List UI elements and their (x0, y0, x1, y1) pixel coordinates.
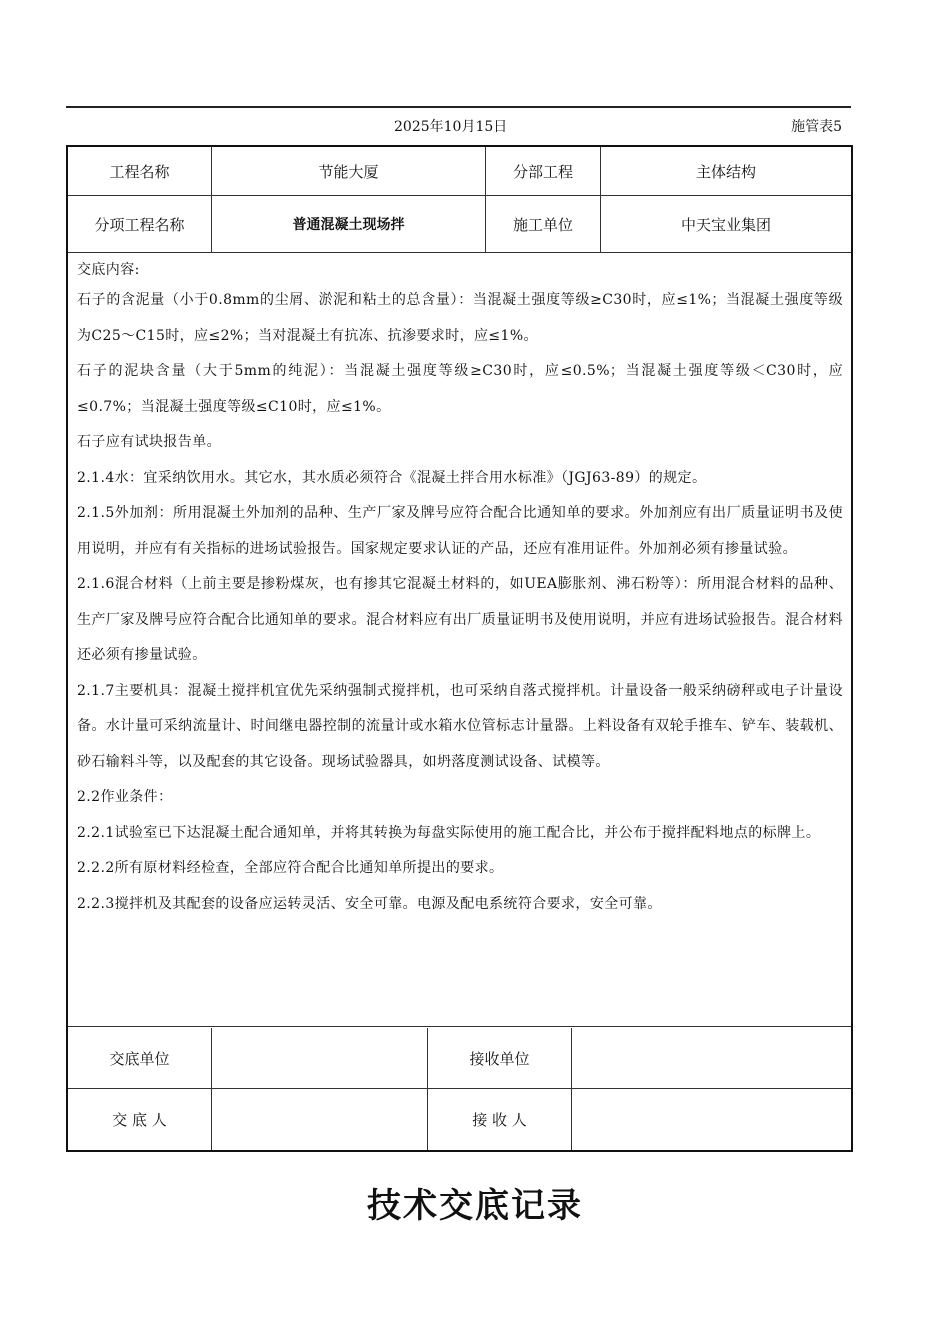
content-paragraph: 2.1.5外加剂：所用混凝土外加剂的品种、生产厂家及牌号应符合配合比通知单的要求。外加剂应有出厂质量证明书及使用说明，并应有有关指标的进场试验报告。国家规定要求认证的产品，还应有准用证件。外加剂必须有掺量试验。 (77, 505, 843, 557)
project-name-value: 节能大厦 (211, 147, 485, 195)
unit-signoff-row (68, 1028, 851, 1089)
content-paragraph: 2.2.3搅拌机及其配套的设备应运转灵活、安全可靠。电源及配电系统符合要求，安全可靠。 (77, 895, 662, 912)
content-paragraph: 2.1.6混合材料（上前主要是掺粉煤灰，也有掺其它混凝土材料的，如UEA膨胀剂、沸石粉等）：所用混合材料的品种、生产厂家及牌号应符合配合比通知单的要求。混合材料应有出厂质量证明书及使用说明，并应有进场试验报告。混合材料还必须有掺量试验。 (77, 576, 843, 663)
content-paragraph: 2.2.1试验室已下达混凝土配合通知单，并将其转换为每盘实际使用的施工配合比，并公布于搅拌配料地点的标牌上。 (77, 824, 821, 841)
content-paragraph: 2.1.4水：宜采纳饮用水。其它水，其水质必须符合《混凝土拌合用水标准》（JGJ63-89）的规定。 (77, 469, 707, 486)
receiver-unit-field[interactable] (571, 1028, 851, 1088)
issuer-person-field[interactable] (211, 1089, 427, 1150)
content-paragraph: 2.2作业条件： (77, 789, 173, 805)
project-name-label: 工程名称 (109, 162, 170, 181)
issuer-unit-label: 交底单位 (109, 1049, 170, 1068)
content-paragraph: 2.2.2所有原材料经检查，全部应符合配合比通知单所提出的要求。 (77, 860, 504, 876)
content-paragraph: 石子的含泥量（小于0.8mm的尘屑、淤泥和粘土的总含量）：当混凝土强度等级≥C30时，应≤1%；当混凝土强度等级为C25～C15时，应≤2%；当对混凝土有抗冻、抗渗要求时，应≤1%。 (77, 292, 843, 344)
document-title: 技术交底记录 (367, 1186, 583, 1226)
issuer-person-label: 交 底 人 (112, 1111, 167, 1129)
content-paragraph: 2.1.7主要机具：混凝土搅拌机宜优先采纳强制式搅拌机，也可采纳自落式搅拌机。计量设备一般采纳磅秤或电子计量设备。水计量可采纳流量计、时间继电器控制的流量计或水箱水位管标志计量器。上料设备有双轮手推车、铲车、装载机、砂石输料斗等，以及配套的其它设备。现场试验器具，如坍落度测试设备、试模等。 (77, 682, 843, 770)
disclosure-table (66, 145, 853, 1152)
division-value: 主体结构 (600, 147, 851, 195)
division-label: 分部工程 (485, 147, 600, 195)
subitem-row (68, 196, 851, 253)
subitem-name-label: 分项工程名称 (94, 215, 185, 234)
project-row (68, 147, 851, 196)
header-rule (66, 106, 851, 108)
form-number: 施管表5 (791, 119, 842, 135)
document-date: 2025年10月15日 (394, 119, 508, 135)
subitem-name-value: 普通混凝土现场拌 (211, 196, 485, 252)
issuer-unit-field[interactable] (211, 1028, 427, 1088)
content-paragraph: 石子的泥块含量（大于5mm的纯泥）：当混凝土强度等级≥C30时，应≤0.5%；当混凝土强度等级＜C30时，应≤0.7%；当混凝土强度等级≤C10时，应≤1%。 (77, 363, 843, 415)
content-heading: 交底内容: (77, 262, 140, 278)
contractor-label: 施工单位 (485, 196, 600, 252)
receiver-person-label: 接 收 人 (427, 1089, 571, 1150)
content-paragraph: 石子应有试块报告单。 (77, 434, 221, 450)
contractor-value: 中天宝业集团 (600, 196, 851, 252)
receiver-person-field[interactable] (571, 1089, 851, 1150)
receiver-unit-label: 接收单位 (427, 1028, 571, 1088)
disclosure-content (68, 252, 851, 1027)
person-signoff-row (68, 1089, 851, 1150)
